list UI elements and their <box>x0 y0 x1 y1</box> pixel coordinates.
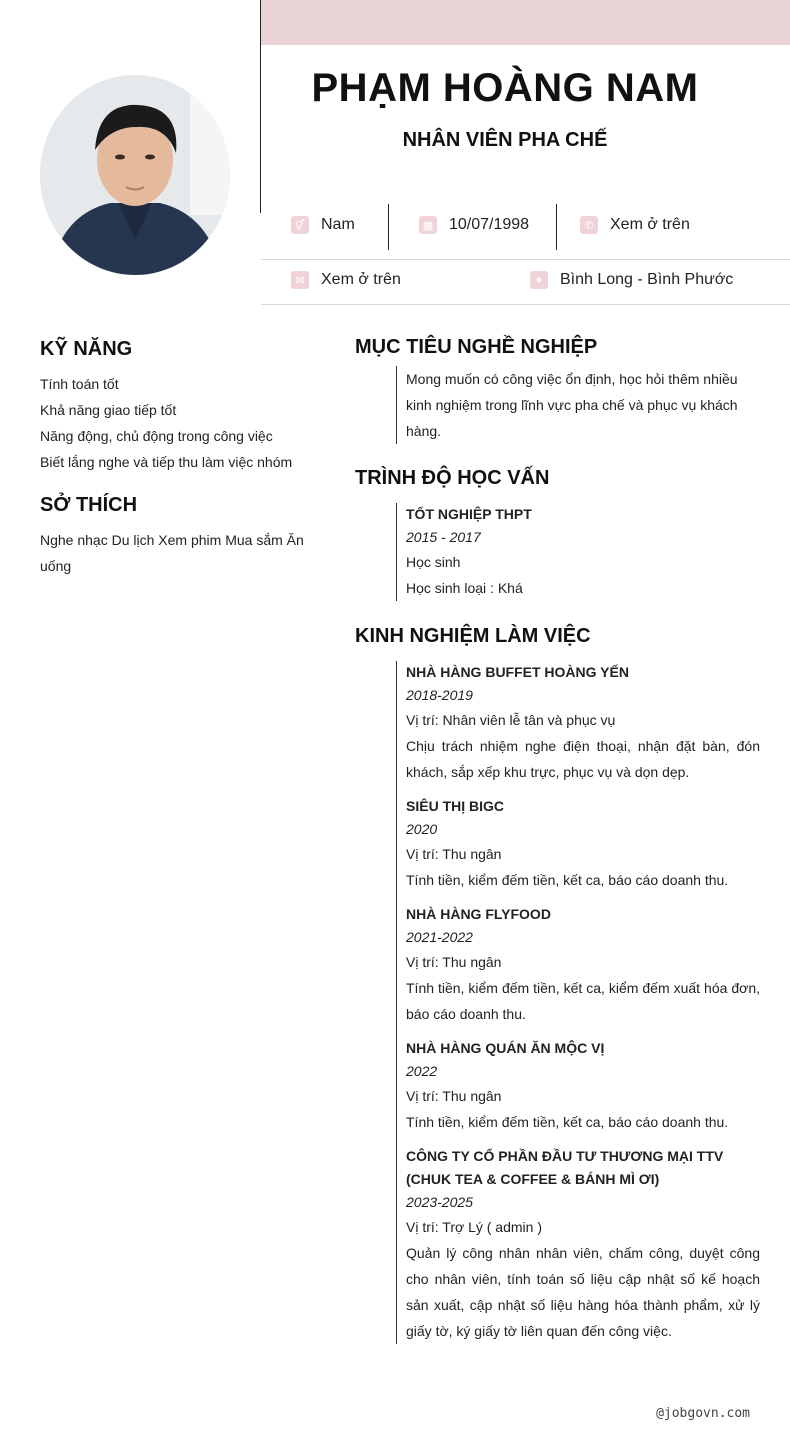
info-divider <box>556 204 557 250</box>
job-entry <box>406 1037 760 1135</box>
job-description: Tính tiền, kiểm đếm tiền, kết ca, kiểm đếm xuất hóa đơn, báo cáo doanh thu. <box>406 980 760 1022</box>
birthdate-value: 10/07/1998 <box>449 216 530 233</box>
hobbies-text <box>40 527 310 579</box>
phone-icon: ✆ <box>580 216 598 234</box>
footer-watermark: @jobgovn.com <box>656 1406 750 1421</box>
job-role: Vị trí: Thu ngân <box>406 1088 502 1104</box>
skill-item: Tính toán tốt <box>40 376 119 392</box>
job-company: SIÊU THỊ BIGC <box>406 798 505 814</box>
job-role: Vị trí: Thu ngân <box>406 846 502 862</box>
envelope-icon: ✉ <box>291 271 309 289</box>
job-description: Chịu trách nhiệm nghe điện thoại, nhận đặt bàn, đón khách, sắp xếp khu trực, phục vụ và dọn dẹp. <box>406 738 760 780</box>
job-entry <box>406 1145 760 1344</box>
skill-item: Khả năng giao tiếp tốt <box>40 402 177 418</box>
job-period: 2021-2022 <box>406 929 473 945</box>
avatar <box>40 75 230 275</box>
education-title: TRÌNH ĐỘ HỌC VẤN <box>355 467 550 489</box>
job-period: 2020 <box>406 821 438 837</box>
info-divider <box>388 204 389 250</box>
info-birthdate <box>419 216 529 234</box>
info-gender <box>291 216 355 234</box>
info-email <box>291 271 401 289</box>
education-school: TỐT NGHIỆP THPT <box>406 506 532 522</box>
skill-item: Năng động, chủ động trong công việc <box>40 428 273 444</box>
candidate-position: NHÂN VIÊN PHA CHẾ <box>402 129 608 151</box>
job-entry <box>406 795 760 893</box>
job-entry <box>406 661 760 785</box>
job-company: NHÀ HÀNG BUFFET HOÀNG YẾN <box>406 664 629 680</box>
candidate-name: PHẠM HOÀNG NAM <box>311 66 699 110</box>
job-company: NHÀ HÀNG QUÁN ĂN MỘC VỊ <box>406 1040 605 1056</box>
job-period: 2022 <box>406 1063 438 1079</box>
job-company: CÔNG TY CỔ PHẦN ĐẦU TƯ THƯƠNG MẠI TTV (CHUK TEA & COFFEE & BÁNH MÌ ƠI) <box>406 1148 724 1187</box>
info-row-divider <box>261 259 790 260</box>
skills-title: KỸ NĂNG <box>40 338 133 360</box>
gender-icon: ⚥ <box>291 216 309 234</box>
job-period: 2023-2025 <box>406 1194 473 1210</box>
hobbies-title: SỞ THÍCH <box>40 494 138 516</box>
location-pin-icon: ● <box>530 271 548 289</box>
education-block <box>396 503 760 601</box>
job-description: Quản lý công nhân nhân viên, chấm công, duyệt công cho nhân viên, tính toán số liệu cập nhật số kế hoạch sản xuất, cập nhật số liệu hàng hóa thành phẩm, xử lý giấy tờ, ký giấy tờ liên quan đến công việc. <box>406 1245 760 1339</box>
job-role: Vị trí: Nhân viên lễ tân và phục vụ <box>406 712 616 728</box>
job-description: Tính tiền, kiểm đếm tiền, kết ca, báo cáo doanh thu. <box>406 1114 729 1130</box>
info-address <box>530 271 733 289</box>
objective-block <box>396 366 746 444</box>
avatar-photo <box>40 75 230 275</box>
job-entry <box>406 903 760 1027</box>
header-accent-bar <box>261 0 790 45</box>
experience-title: KINH NGHIỆM LÀM VIỆC <box>355 625 591 647</box>
education-major: Học sinh <box>406 554 461 570</box>
phone-value: Xem ở trên <box>610 216 690 233</box>
objective-title: MỤC TIÊU NGHỀ NGHIỆP <box>355 336 598 358</box>
education-grade: Học sinh loại : Khá <box>406 580 523 596</box>
info-row-divider <box>261 304 790 305</box>
job-company: NHÀ HÀNG FLYFOOD <box>406 906 551 922</box>
education-period: 2015 - 2017 <box>406 529 481 545</box>
skills-list <box>40 371 320 475</box>
job-period: 2018-2019 <box>406 687 473 703</box>
objective-text: Mong muốn có công việc ổn định, học hỏi thêm nhiều kinh nghiệm trong lĩnh vực pha chế và phục vụ khách hàng. <box>406 371 738 439</box>
experience-block <box>396 661 760 1344</box>
job-description: Tính tiền, kiểm đếm tiền, kết ca, báo cáo doanh thu. <box>406 872 729 888</box>
hobbies-value: Nghe nhạc Du lịch Xem phim Mua sắm Ăn uống <box>40 532 304 574</box>
job-role: Vị trí: Thu ngân <box>406 954 502 970</box>
skill-item: Biết lắng nghe và tiếp thu làm việc nhóm <box>40 454 293 470</box>
address-value: Bình Long - Bình Phước <box>560 271 734 288</box>
email-value: Xem ở trên <box>321 271 401 288</box>
job-role: Vị trí: Trợ Lý ( admin ) <box>406 1219 542 1235</box>
calendar-icon: ▦ <box>419 216 437 234</box>
info-phone <box>580 216 690 234</box>
gender-value: Nam <box>321 216 355 233</box>
